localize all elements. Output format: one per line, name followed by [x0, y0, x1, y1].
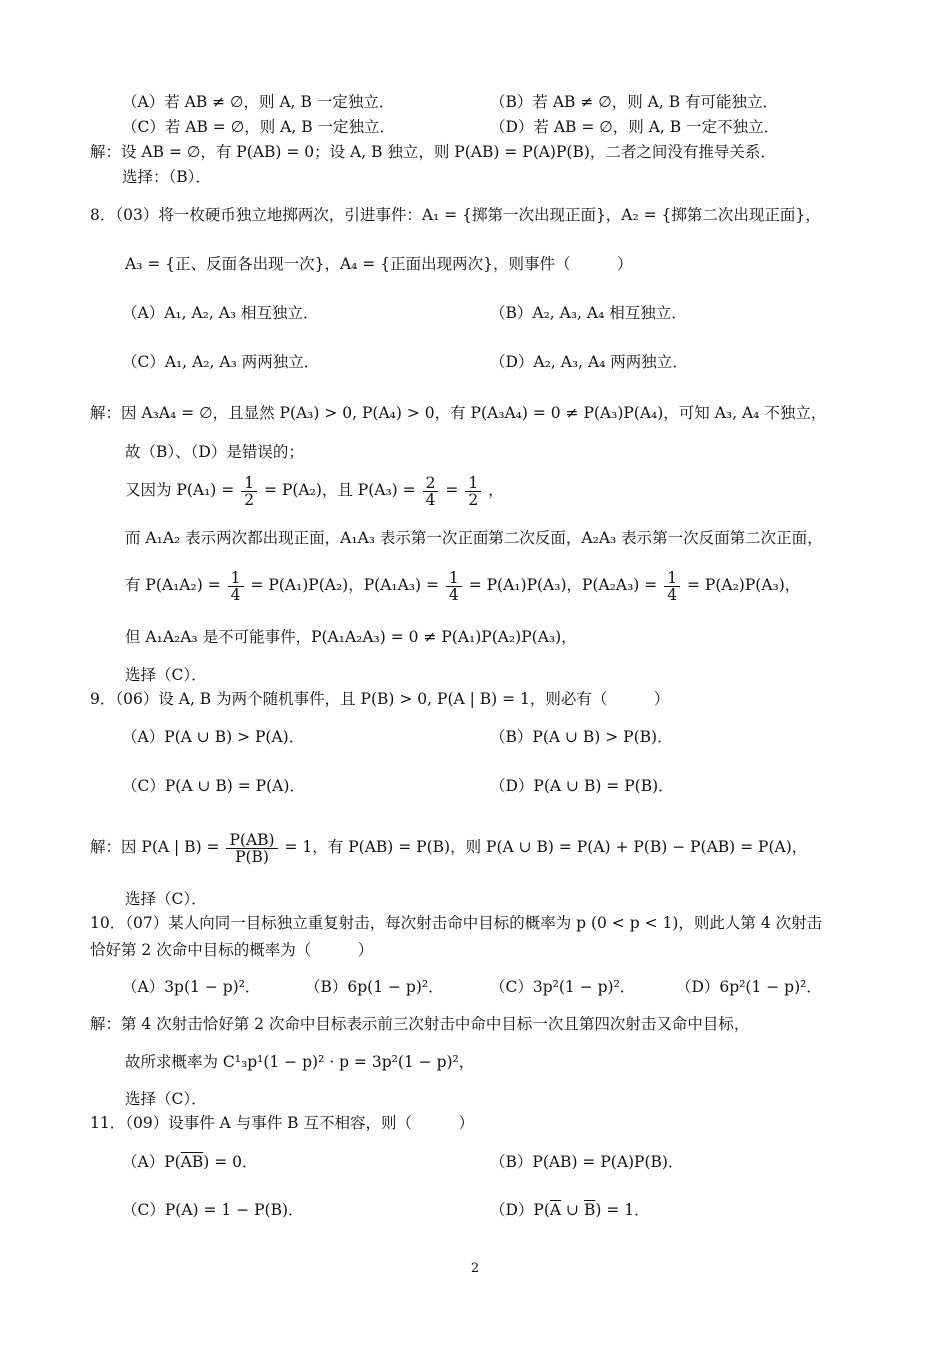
q11-option-b: （B）P(AB) = P(A)P(B)．	[490, 1153, 684, 1171]
q7-option-a: （A）若 AB ≠ ∅，则 A, B 一定独立．	[122, 93, 395, 111]
q8-stem-line1: 8．（03）将一枚硬币独立地掷两次，引进事件：A₁ = {掷第一次出现正面}，A₂ = {掷第二次出现正面}，	[90, 206, 821, 224]
page-number: 2	[470, 1261, 480, 1276]
q8-answer: 选择（C）．	[125, 666, 207, 684]
q11-option-c: （C）P(A) = 1 − P(B)．	[122, 1201, 304, 1219]
q7-answer: 选择：（B）．	[122, 168, 211, 186]
q8-stem-line2: A₃ = {正、反面各出现一次}，A₄ = {正面出现两次}，则事件（ ）	[125, 255, 633, 273]
q8-option-c: （C）A₁, A₂, A₃ 两两独立．	[122, 353, 320, 371]
q8-solution-line4: 而 A₁A₂ 表示两次都出现正面，A₁A₃ 表示第一次正面第二次反面，A₂A₃ 表示第一次反面第二次正面，	[125, 529, 823, 547]
q8-option-a: （A）A₁, A₂, A₃ 相互独立．	[122, 304, 319, 322]
q10-option-a: （A）3p(1 − p)²．	[122, 978, 261, 996]
fraction: $\frac{2}{4}$	[423, 475, 439, 508]
fraction: $\frac{P(AB)}{P(B)}$	[226, 832, 277, 865]
q9-solution: 解：因 P(A | B) = $\frac{P(AB)}{P(B)}$ = 1，有 P(AB) = P(B)，则 P(A ∪ B) = P(A) + P(B) − P(AB) = P(A)，	[90, 830, 808, 866]
q7-option-d: （D）若 AB = ∅，则 A, B 一定不独立．	[490, 118, 780, 136]
q10-answer: 选择（C）．	[125, 1090, 207, 1108]
q11-option-d: $(D)P(\overline{A}$ ∪ $\overline{B}) = 1$．	[490, 1201, 650, 1219]
q7-option-b: （B）若 AB ≠ ∅，则 A, B 有可能独立．	[490, 93, 779, 111]
q8-solution-line3: 又因为 P(A₁) = $\frac{1}{2}$ = P(A₂)，且 P(A₃) = $\frac{2}{4}$ = $\frac{1}{2}$ ，	[125, 473, 504, 509]
q10-stem-line2: 恰好第 2 次命中目标的概率为（ ）	[90, 941, 374, 959]
q9-option-a: （A）P(A ∪ B) > P(A)．	[122, 728, 305, 746]
q8-solution-line2: 故（B）、（D）是错误的；	[125, 443, 304, 461]
q9-option-c: （C）P(A ∪ B) = P(A)．	[122, 777, 305, 795]
q9-option-b: （B）P(A ∪ B) > P(B)．	[490, 728, 673, 746]
q8-option-b: （B）A₂, A₃, A₄ 相互独立．	[490, 304, 687, 322]
q11-option-a: $(A)P(\overline{AB}) = 0$．	[122, 1153, 258, 1171]
q10-solution-line2: 故所求概率为 C¹₃p¹(1 − p)² · p = 3p²(1 − p)²，	[125, 1053, 475, 1071]
q9-stem: 9．（06）设 A, B 为两个随机事件，且 P(B) > 0, P(A | B) = 1，则必有（ ）	[90, 690, 670, 708]
q10-stem-line1: 10．（07）某人向同一目标独立重复射击，每次射击命中目标的概率为 p (0 < p < 1)，则此人第 4 次射击	[90, 914, 823, 932]
q7-solution: 解：设 AB = ∅，有 P(AB) = 0；设 A, B 独立，则 P(AB) = P(A)P(B)，二者之间没有推导关系．	[90, 143, 776, 161]
q10-option-c: （C）3p²(1 − p)²．	[490, 978, 636, 996]
q9-option-d: （D）P(A ∪ B) = P(B)．	[490, 777, 674, 795]
q10-option-d: （D）6p²(1 − p)²．	[676, 978, 822, 996]
q11-stem: 11．（09）设事件 A 与事件 B 互不相容，则（ ）	[90, 1114, 474, 1132]
fraction: $\frac{1}{4}$	[228, 570, 244, 603]
q10-option-b: （B）6p(1 − p)²．	[305, 978, 444, 996]
fraction: $\frac{1}{4}$	[664, 570, 680, 603]
q8-solution-line1: 解：因 A₃A₄ = ∅，且显然 P(A₃) > 0, P(A₄) > 0，有 P(A₃A₄) = 0 ≠ P(A₃)P(A₄)，可知 A₃, A₄ 不独立，	[90, 404, 827, 422]
q8-solution-line5: 有 P(A₁A₂) = $\frac{1}{4}$ = P(A₁)P(A₂)，P(A₁A₃) = $\frac{1}{4}$ = P(A₁)P(A₃)，P(A₂A₃) = $\frac{1}{4}$ = P(A₂)P(A₃)，	[125, 568, 801, 604]
fraction: $\frac{1}{4}$	[446, 570, 462, 603]
fraction: $\frac{1}{2}$	[465, 475, 481, 508]
q9-answer: 选择（C）．	[125, 890, 207, 908]
fraction: $\frac{1}{2}$	[241, 475, 257, 508]
q7-option-c: （C）若 AB = ∅，则 A, B 一定独立．	[122, 118, 396, 136]
q8-solution-line6: 但 A₁A₂A₃ 是不可能事件，P(A₁A₂A₃) = 0 ≠ P(A₁)P(A₂)P(A₃)，	[125, 628, 577, 646]
q10-solution-line1: 解：第 4 次射击恰好第 2 次命中目标表示前三次射击中命中目标一次且第四次射击又命中目标，	[90, 1015, 750, 1033]
q8-option-d: （D）A₂, A₃, A₄ 两两独立．	[490, 353, 688, 371]
